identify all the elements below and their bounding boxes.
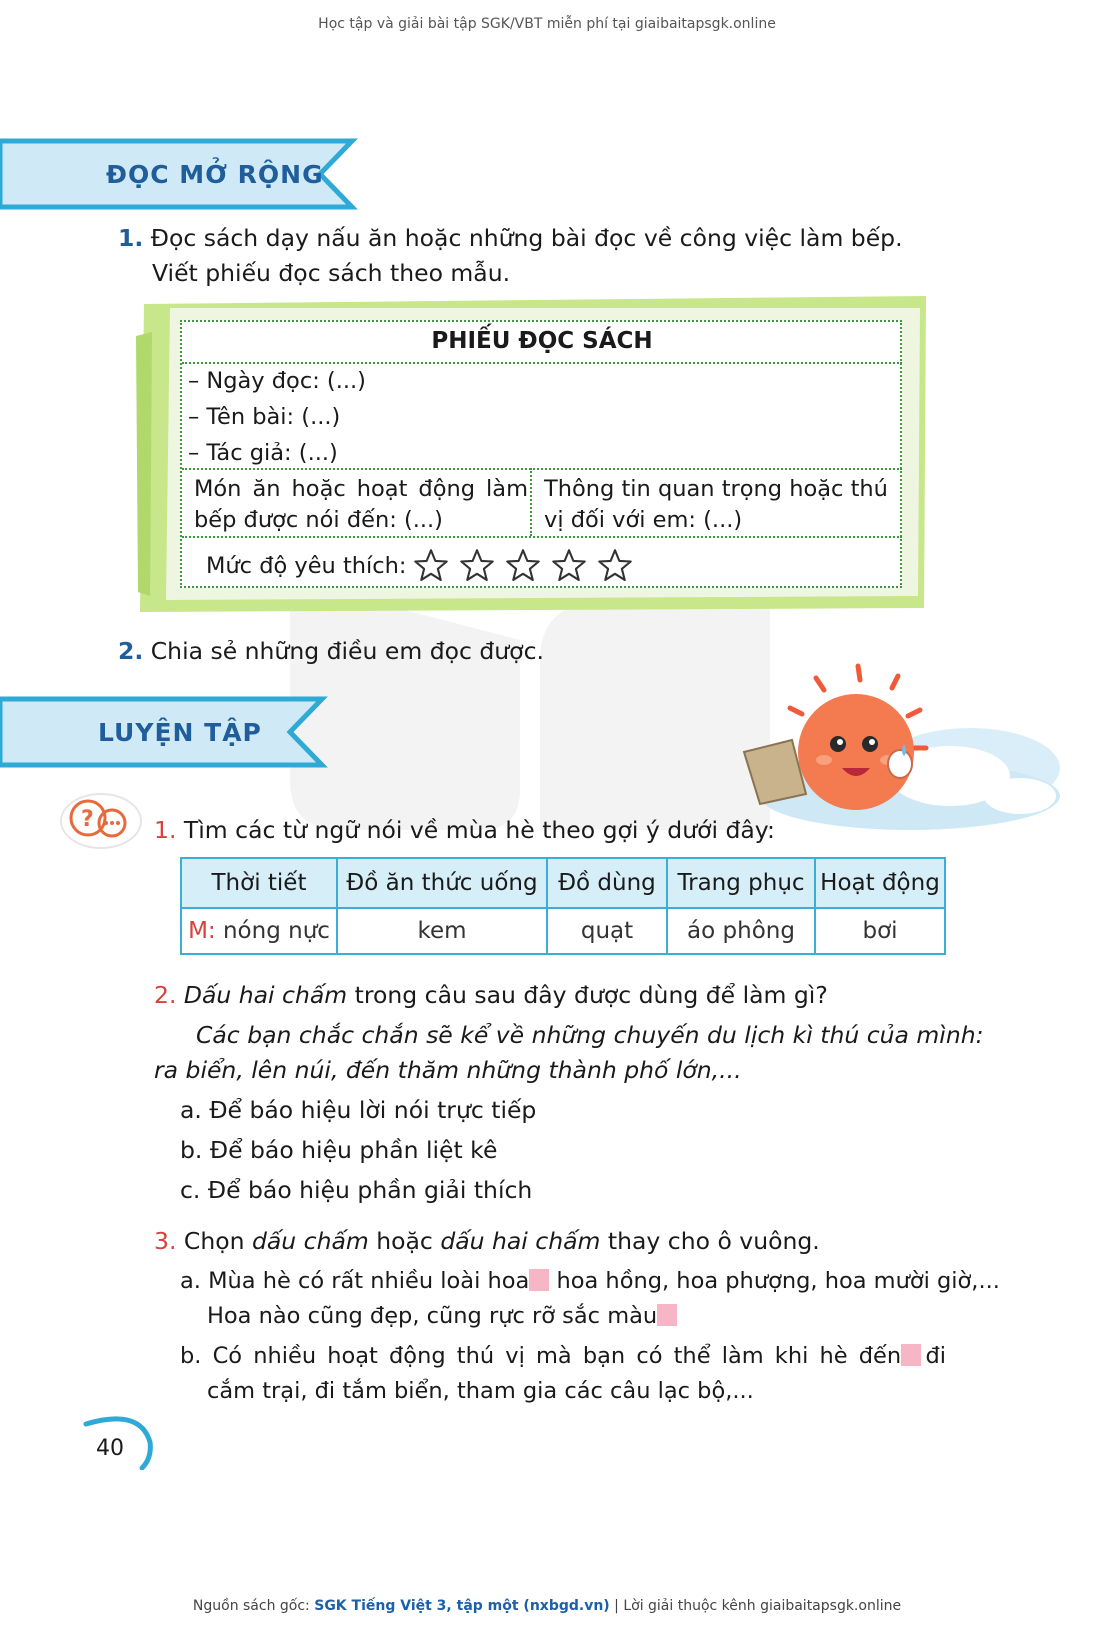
question-number: 1. bbox=[118, 224, 144, 252]
table-header-row bbox=[181, 858, 945, 908]
blank-box[interactable] bbox=[901, 1344, 921, 1366]
section-banner-title: ĐỌC MỞ RỘNG bbox=[106, 160, 324, 189]
star-icon[interactable] bbox=[459, 548, 495, 584]
table-cell: kem bbox=[337, 908, 547, 954]
table-cell: bơi bbox=[815, 908, 945, 954]
footer-note bbox=[0, 1598, 1094, 1614]
practice-question-3 bbox=[154, 1223, 820, 1259]
question-text: thay cho ô vuông. bbox=[607, 1227, 820, 1255]
sheet-author: – Tác giả: (...) bbox=[188, 440, 338, 466]
sheet-title-line: – Tên bài: (...) bbox=[188, 404, 341, 430]
summer-words-table bbox=[180, 857, 946, 955]
question-text: hoặc bbox=[376, 1227, 433, 1255]
blank-box[interactable] bbox=[657, 1304, 677, 1326]
q3-item-a-line2 bbox=[207, 1298, 677, 1334]
discussion-icon bbox=[60, 792, 142, 850]
table-header-cell: Đồ ăn thức uống bbox=[337, 858, 547, 908]
question-1-line2: Viết phiếu đọc sách theo mẫu. bbox=[152, 259, 511, 287]
quote-line-2: ra biển, lên núi, đến thăm những thành phố lớn,... bbox=[154, 1056, 742, 1084]
question-number: 2. bbox=[154, 981, 177, 1009]
table-header-cell: Trang phục bbox=[667, 858, 815, 908]
rating-label: Mức độ yêu thích: bbox=[206, 552, 407, 579]
practice-question-2 bbox=[154, 977, 828, 1013]
practice-question-1 bbox=[154, 812, 775, 848]
star-icon[interactable] bbox=[597, 548, 633, 584]
star-icon[interactable] bbox=[551, 548, 587, 584]
table-header-cell: Đồ dùng bbox=[547, 858, 667, 908]
table-cell: quạt bbox=[547, 908, 667, 954]
rating-row bbox=[206, 548, 643, 584]
sheet-left-cell: Món ăn hoặc hoạt động làm bếp được nói đến: (...) bbox=[194, 476, 528, 533]
sun-illustration bbox=[720, 656, 1060, 836]
question-text: Chọn bbox=[183, 1227, 245, 1255]
svg-text:?: ? bbox=[81, 807, 94, 832]
page-number: 40 bbox=[96, 1436, 124, 1461]
table-cell bbox=[181, 908, 337, 954]
question-emphasis: dấu hai chấm bbox=[440, 1227, 601, 1255]
question-text: Tìm các từ ngữ nói về mùa hè theo gợi ý dưới đây: bbox=[183, 816, 775, 844]
star-icon[interactable] bbox=[505, 548, 541, 584]
question-emphasis: dấu chấm bbox=[251, 1227, 369, 1255]
footer-prefix: Nguồn sách gốc: bbox=[192, 1598, 310, 1614]
question-number: 3. bbox=[154, 1227, 177, 1255]
table-cell: áo phông bbox=[667, 908, 815, 954]
q3-item-b-line2: cắm trại, đi tắm biển, tham gia các câu lạc bộ,... bbox=[207, 1378, 754, 1404]
item-text: hoa hồng, hoa phượng, hoa mười giờ,... bbox=[556, 1268, 1000, 1294]
sheet-right-cell: Thông tin quan trọng hoặc thú vị đối với em: (...) bbox=[544, 476, 888, 533]
reading-sheet bbox=[180, 320, 902, 588]
question-2 bbox=[118, 633, 544, 669]
footer-source-link[interactable]: SGK Tiếng Việt 3, tập một (nxbgd.vn) bbox=[314, 1598, 610, 1614]
table-cell-text: nóng nực bbox=[222, 918, 330, 944]
header-note: Học tập và giải bài tập SGK/VBT miễn phí tại giaibaitapsgk.online bbox=[318, 16, 776, 32]
question-emphasis: Dấu hai chấm bbox=[183, 981, 348, 1009]
q3-item-b-line1 bbox=[180, 1338, 946, 1374]
sheet-title: PHIẾU ĐỌC SÁCH bbox=[431, 328, 653, 354]
quote-line-1: Các bạn chắc chắn sẽ kể về những chuyến du lịch kì thú của mình: bbox=[196, 1021, 984, 1049]
question-text: Đọc sách dạy nấu ăn hoặc những bài đọc về công việc làm bếp. bbox=[150, 224, 903, 252]
sheet-date: – Ngày đọc: (...) bbox=[188, 368, 366, 394]
option-c: c. Để báo hiệu phần giải thích bbox=[180, 1176, 533, 1204]
rating-stars bbox=[413, 548, 643, 584]
q3-item-a-line1 bbox=[180, 1263, 1000, 1299]
table-header-cell: Hoạt động bbox=[815, 858, 945, 908]
question-number: 2. bbox=[118, 637, 144, 665]
item-text: Hoa nào cũng đẹp, cũng rực rỡ sắc màu bbox=[207, 1303, 658, 1329]
question-text: Chia sẻ những điều em đọc được. bbox=[150, 637, 544, 665]
option-a: a. Để báo hiệu lời nói trực tiếp bbox=[180, 1096, 537, 1124]
table-row bbox=[181, 908, 945, 954]
example-marker: M: bbox=[188, 918, 216, 944]
question-text: trong câu sau đây được dùng để làm gì? bbox=[354, 981, 828, 1009]
item-text: đi bbox=[925, 1343, 946, 1369]
watermark-logo bbox=[280, 580, 780, 840]
blank-box[interactable] bbox=[529, 1269, 549, 1291]
question-number: 1. bbox=[154, 816, 177, 844]
item-text: a. Mùa hè có rất nhiều loài hoa bbox=[180, 1268, 530, 1294]
star-icon[interactable] bbox=[413, 548, 449, 584]
item-text: b. Có nhiều hoạt động thú vị mà bạn có thể làm khi hè đến bbox=[180, 1343, 902, 1369]
question-1 bbox=[118, 220, 1018, 256]
option-b: b. Để báo hiệu phần liệt kê bbox=[180, 1136, 498, 1164]
footer-suffix: | Lời giải thuộc kênh giaibaitapsgk.online bbox=[614, 1598, 902, 1614]
table-header-cell: Thời tiết bbox=[181, 858, 337, 908]
section-banner-title: LUYỆN TẬP bbox=[98, 718, 262, 747]
